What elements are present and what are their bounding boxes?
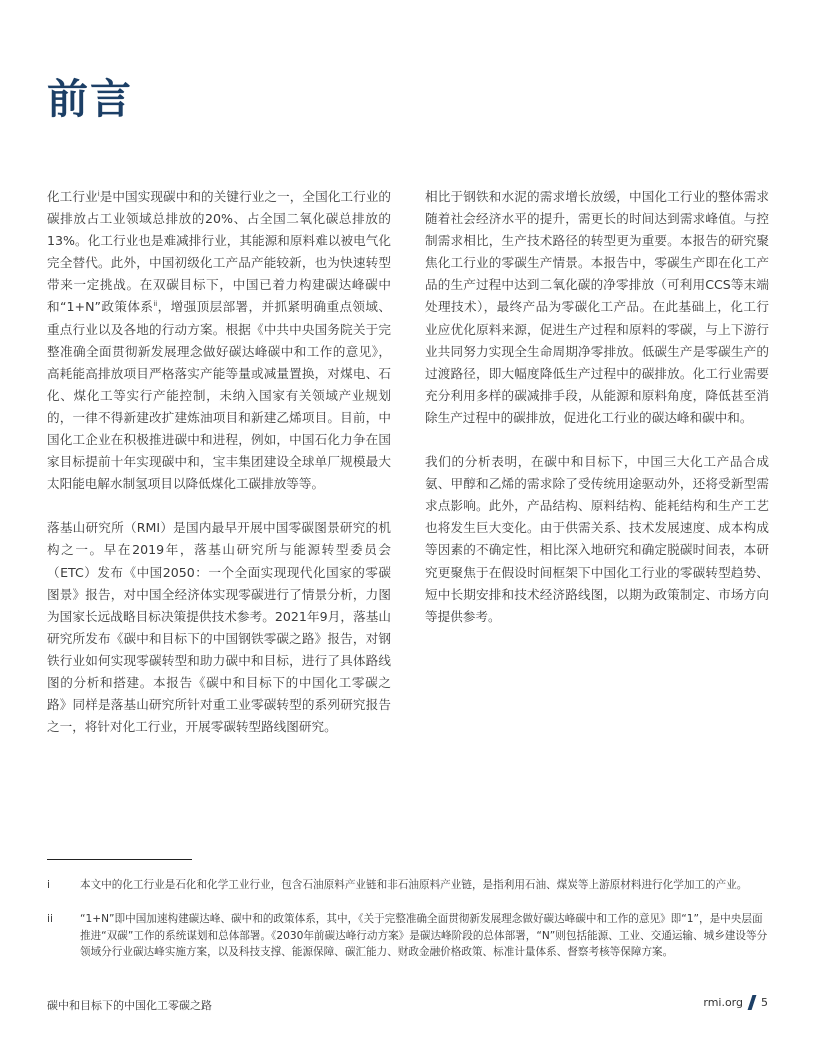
- slash-divider-icon: [748, 995, 757, 1010]
- footnote-divider: [47, 859, 192, 860]
- intro-paragraph-3: 相比于钢铁和水泥的需求增长放缓，中国化工行业的整体需求随着社会经济水平的提升，需更长的时间达到需求峰值。与控制需求相比，生产技术路径的转型更为重要。本报告的研究聚焦化工行业的零碳生产情景。本报告中，零碳生产即在化工产品的生产过程中达到二氧化碳的净零排放（可利用CCS等末端处理技术），最终产品为零碳化工产品。在此基础上，化工行业应优化原料来源，促进生产过程和原料的零碳，与上下游行业共同努力实现全生命周期净零排放。低碳生产是零碳生产的过渡路径，即大幅度降低生产过程中的碳排放。化工行业需要充分利用多样的碳减排手段，从能源和原料角度，降低甚至消除生产过程中的碳排放，促进化工行业的碳达峰和碳中和。: [425, 189, 769, 425]
- text: ，增强顶层部署，并抓紧明确重点领域、重点行业以及各地的行动方案。根据《中共中央国务院关于完整准确全面贯彻新发展理念做好碳达峰碳中和工作的意见》，高耗能高排放项目严格落实产能等量或减量置换，对煤电、石化、煤化工等实行产能控制，未纳入国家有关领域产业规划的，一律不得新建改扩建炼油项目和新建乙烯项目。目前，中国化工企业在积极推进碳中和进程，例如，中国石化力争在国家目标提前十年实现碳中和，宝丰集团建设全球单厂规模最大太阳能电解水制氢项目以降低煤化工碳排放等等。: [47, 299, 391, 492]
- footer-site-link[interactable]: rmi.org: [703, 996, 743, 1009]
- page-number: 5: [761, 996, 768, 1009]
- footnote-text: 本文中的化工行业是石化和化学工业行业，包含石油原料产业链和非石油原料产业链，是指利用石油、煤炭等上游原材料进行化学加工的产业。: [80, 879, 748, 891]
- left-column: [47, 186, 391, 760]
- intro-paragraph-4: 我们的分析表明，在碳中和目标下，中国三大化工产品合成氨、甲醇和乙烯的需求除了受传统用途驱动外，还将受新型需求点影响。此外，产品结构、原料结构、能耗结构和生产工艺也将发生巨大变化。由于供需关系、技术发展速度、成本构成等因素的不确定性，相比深入地研究和确定脱碳时间表，本研究更聚焦于在假设时间框架下中国化工行业的零碳转型趋势、短中长期安排和技术经济路线图，以期为政策制定、市场方向等提供参考。: [425, 454, 769, 624]
- intro-paragraph-1: [47, 186, 391, 495]
- footer-report-title: 碳中和目标下的中国化工零碳之路: [47, 999, 212, 1012]
- footer-page-info: [703, 995, 768, 1010]
- page-title: 前言: [47, 75, 133, 123]
- text: 是中国实现碳中和的关键行业之一，全国化工行业的碳排放占工业领域总排放的20%、占全国二氧化碳总排放的13%。化工行业也是难减排行业，其能源和原料难以被电气化完全替代。此外，中国初级化工产品产能较新，也为快速转型带来一定挑战。在双碳目标下，中国已着力构建碳达峰碳中和“1+N”政策体系: [47, 189, 392, 315]
- text: 化工行业: [47, 189, 98, 204]
- footnote-marker: i: [47, 879, 50, 891]
- footnote-text: “1+N”即中国加速构建碳达峰、碳中和的政策体系，其中，《关于完整准确全面贯彻新发展理念做好碳达峰碳中和工作的意见》即“1”，是中央层面推进“双碳”工作的系统谋划和总体部署。《2030年前碳达峰行动方案》是碳达峰阶段的总体部署，“N”则包括能源、工业、交通运输、城乡建设等分领域分行业碳达峰实施方案，以及科技支撑、能源保障、碳汇能力、财政金融价格政策、标准计量体系、督察考核等保障方案。: [80, 913, 768, 958]
- footnote-ref-i[interactable]: i: [97, 189, 100, 198]
- footnote-i: [47, 877, 770, 894]
- footnote-ref-ii[interactable]: ii: [153, 300, 158, 309]
- footnote-marker: ii: [47, 913, 53, 925]
- footnote-ii: [47, 911, 770, 961]
- intro-paragraph-2: 落基山研究所（RMI）是国内最早开展中国零碳图景研究的机构之一。早在2019年，落基山研究所与能源转型委员会（ETC）发布《中国2050：一个全面实现现代化国家的零碳图景》报告，对中国全经济体实现零碳进行了情景分析，力图为国家长远战略目标决策提供技术参考。2021年9月，落基山研究所发布《碳中和目标下的中国钢铁零碳之路》报告，对钢铁行业如何实现零碳转型和助力碳中和目标，进行了具体路线图的分析和搭建。本报告《碳中和目标下的中国化工零碳之路》同样是落基山研究所针对重工业零碳转型的系列研究报告之一，将针对化工行业，开展零碳转型路线图研究。: [47, 520, 391, 735]
- right-column: [425, 186, 769, 650]
